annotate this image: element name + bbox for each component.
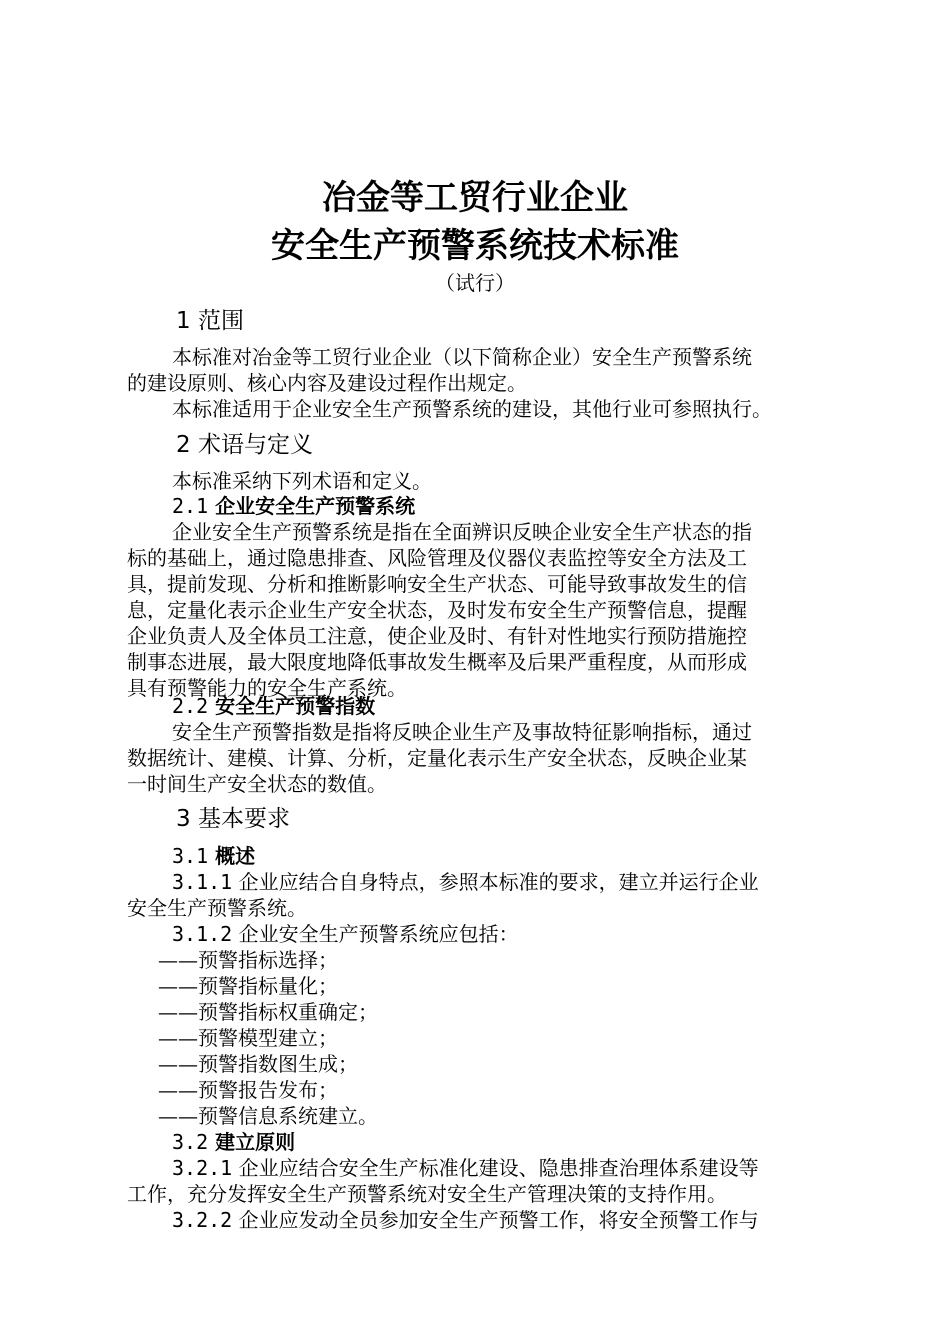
clause-3-2-2-number: 3.2.2 xyxy=(172,1208,233,1232)
list-item: ——预警指标权重确定； xyxy=(158,1000,378,1024)
section-2-intro: 本标准采纳下列术语和定义。 xyxy=(172,469,432,493)
subsection-2-1-line: 标的基础上，通过隐患排查、风险管理及仪器仪表监控等安全方法及工 xyxy=(127,546,747,570)
list-item: ——预警报告发布； xyxy=(158,1078,338,1102)
section-3-heading: 3 基本要求 xyxy=(176,806,290,832)
subsection-2-2-title: 安全生产预警指数 xyxy=(215,694,376,718)
section-2-heading: 2 术语与定义 xyxy=(176,432,313,458)
list-item: ——预警信息系统建立。 xyxy=(158,1104,378,1128)
subsection-3-2-number: 3.2 xyxy=(172,1130,209,1154)
subsection-3-1-heading xyxy=(172,843,255,869)
subsection-2-2-number: 2.2 xyxy=(172,694,209,718)
list-item: ——预警指数图生成； xyxy=(158,1052,358,1076)
list-item: ——预警指标选择； xyxy=(158,948,338,972)
clause-3-2-1-number: 3.2.1 xyxy=(172,1156,233,1180)
subsection-3-1-number: 3.1 xyxy=(172,844,209,868)
subsection-2-1-line: 制事态进展，最大限度地降低事故发生概率及后果严重程度，从而形成 xyxy=(127,650,747,674)
clause-3-1-1-text: 企业应结合自身特点，参照本标准的要求，建立并运行企业 xyxy=(238,870,759,894)
document-title-line-2: 安全生产预警系统技术标准 xyxy=(271,226,679,266)
clause-3-1-1-line-1 xyxy=(172,869,759,895)
subsection-2-1-heading xyxy=(172,493,415,519)
subsection-3-2-title: 建立原则 xyxy=(215,1130,296,1154)
subsection-2-1-line: 企业安全生产预警系统是指在全面辨识反映企业安全生产状态的指 xyxy=(172,520,752,544)
section-1-paragraph-1-line-2: 的建设原则、核心内容及建设过程作出规定。 xyxy=(127,371,527,395)
subsection-2-1-line: 息，定量化表示企业生产安全状态，及时发布安全生产预警信息，提醒 xyxy=(127,598,747,622)
clause-3-1-2-text: 企业安全生产预警系统应包括： xyxy=(238,922,519,946)
list-item: ——预警指标量化； xyxy=(158,974,338,998)
clause-3-1-1-number: 3.1.1 xyxy=(172,870,233,894)
document-title-line-1: 冶金等工贸行业企业 xyxy=(322,178,628,218)
section-1-heading: 1 范围 xyxy=(176,308,244,334)
clause-3-1-1-line-2: 安全生产预警系统。 xyxy=(127,896,307,920)
clause-3-2-1-text: 企业应结合安全生产标准化建设、隐患排查治理体系建设等 xyxy=(238,1156,759,1180)
clause-3-1-2-line xyxy=(172,921,519,947)
subsection-2-1-line: 企业负责人及全体员工注意，使企业及时、有针对性地实行预防措施控 xyxy=(127,624,747,648)
subsection-3-2-heading xyxy=(172,1129,295,1155)
clause-3-1-2-number: 3.1.2 xyxy=(172,922,233,946)
subsection-2-1-title: 企业安全生产预警系统 xyxy=(215,494,416,518)
subsection-2-2-line: 安全生产预警指数是指将反映企业生产及事故特征影响指标，通过 xyxy=(172,720,752,744)
subsection-3-1-title: 概述 xyxy=(215,844,256,868)
document-subtitle: （试行） xyxy=(435,271,515,295)
subsection-2-2-line: 数据统计、建模、计算、分析，定量化表示生产安全状态，反映企业某 xyxy=(127,746,747,770)
section-1-paragraph-2: 本标准适用于企业安全生产预警系统的建设，其他行业可参照执行。 xyxy=(172,397,772,421)
subsection-2-1-line: 具有预警能力的安全生产系统。 xyxy=(127,676,407,700)
section-1-paragraph-1-line-1: 本标准对冶金等工贸行业企业（以下简称企业）安全生产预警系统 xyxy=(172,345,752,369)
clause-3-2-1-line-1 xyxy=(172,1155,759,1181)
subsection-2-1-number: 2.1 xyxy=(172,494,209,518)
subsection-2-1-line: 具，提前发现、分析和推断影响安全生产状态、可能导致事故发生的信 xyxy=(127,572,747,596)
clause-3-2-2-line-1 xyxy=(172,1207,759,1233)
clause-3-2-2-text: 企业应发动全员参加安全生产预警工作，将安全预警工作与 xyxy=(238,1208,759,1232)
subsection-2-2-line: 一时间生产安全状态的数值。 xyxy=(127,772,387,796)
clause-3-2-1-line-2: 工作，充分发挥安全生产预警系统对安全生产管理决策的支持作用。 xyxy=(127,1182,727,1206)
list-item: ——预警模型建立； xyxy=(158,1026,338,1050)
subsection-2-2-heading xyxy=(172,693,375,719)
